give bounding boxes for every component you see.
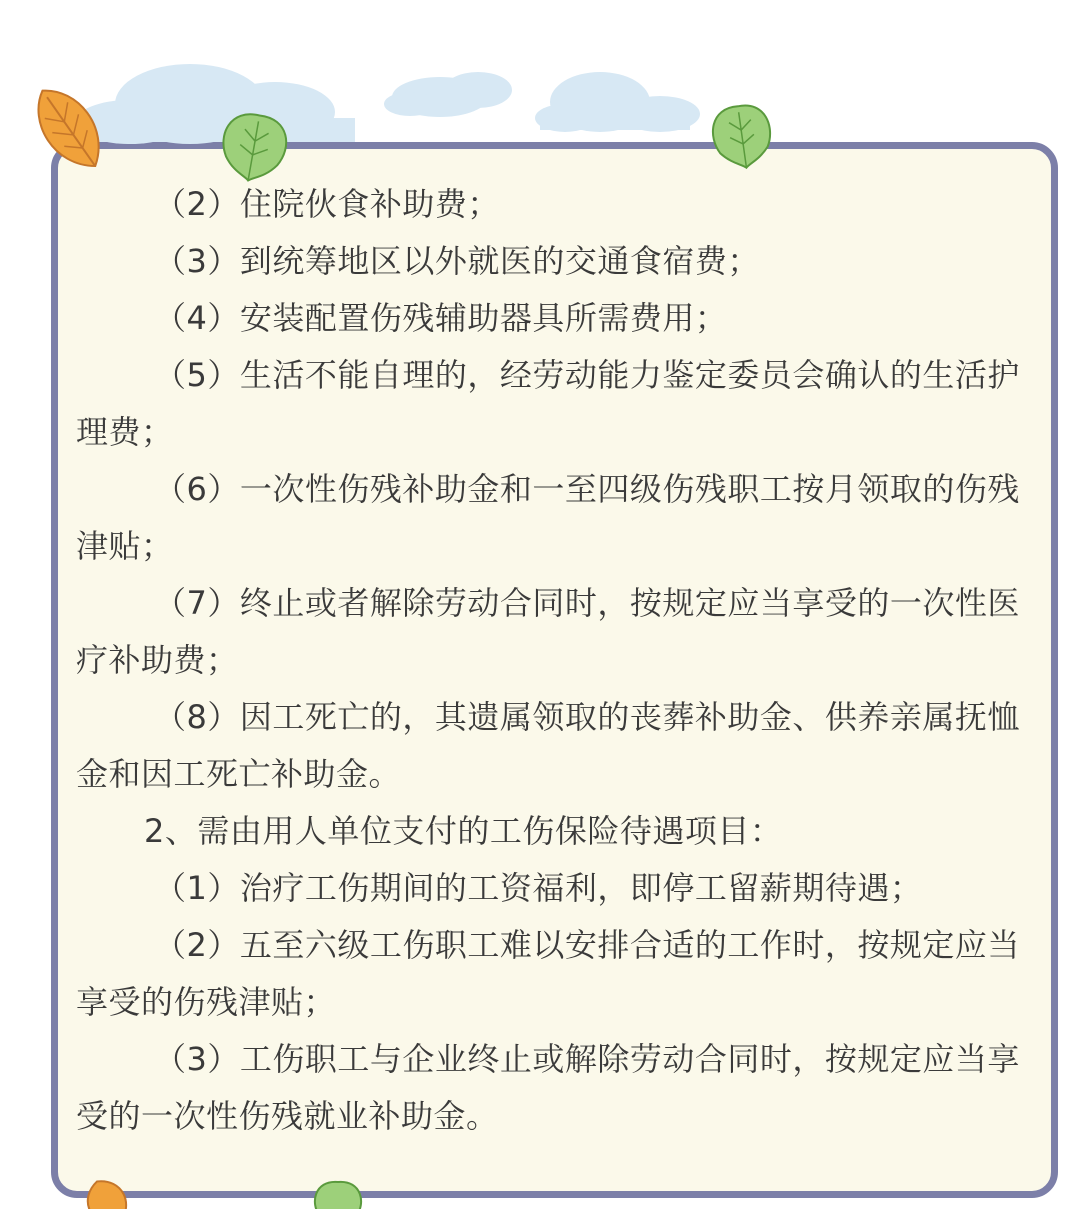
cloud-icon: [75, 64, 355, 144]
article-body: [76, 176, 1026, 1145]
paragraph: （3）工伤职工与企业终止或解除劳动合同时，按规定应当享受的一次性伤残就业补助金。: [76, 1040, 1020, 1135]
paragraph: （3）到统筹地区以外就医的交通食宿费；: [154, 242, 760, 280]
cloud-icon: [535, 72, 700, 132]
paragraph: （8）因工死亡的，其遗属领取的丧葬补助金、供养亲属抚恤金和因工死亡补助金。: [76, 698, 1020, 793]
paragraph: （5）生活不能自理的，经劳动能力鉴定委员会确认的生活护理费；: [76, 356, 1020, 451]
paragraph: （2）五至六级工伤职工难以安排合适的工作时，按规定应当享受的伤残津贴；: [76, 926, 1020, 1021]
section-heading: 2、需由用人单位支付的工伤保险待遇项目：: [144, 812, 783, 850]
cloud-icon: [384, 72, 512, 117]
paragraph: （7）终止或者解除劳动合同时，按规定应当享受的一次性医疗补助费；: [76, 584, 1020, 679]
green-leaf-icon: [315, 1182, 361, 1209]
orange-leaf-icon: [80, 1174, 135, 1209]
paragraph: （2）住院伙食补助费；: [154, 185, 500, 223]
paragraph: （6）一次性伤残补助金和一至四级伤残职工按月领取的伤残津贴；: [76, 470, 1020, 565]
paragraph: （1）治疗工伤期间的工资福利，即停工留薪期待遇；: [154, 869, 923, 907]
paragraph: （4）安装配置伤残辅助器具所需费用；: [154, 299, 728, 337]
green-leaf-icon: [710, 102, 775, 171]
